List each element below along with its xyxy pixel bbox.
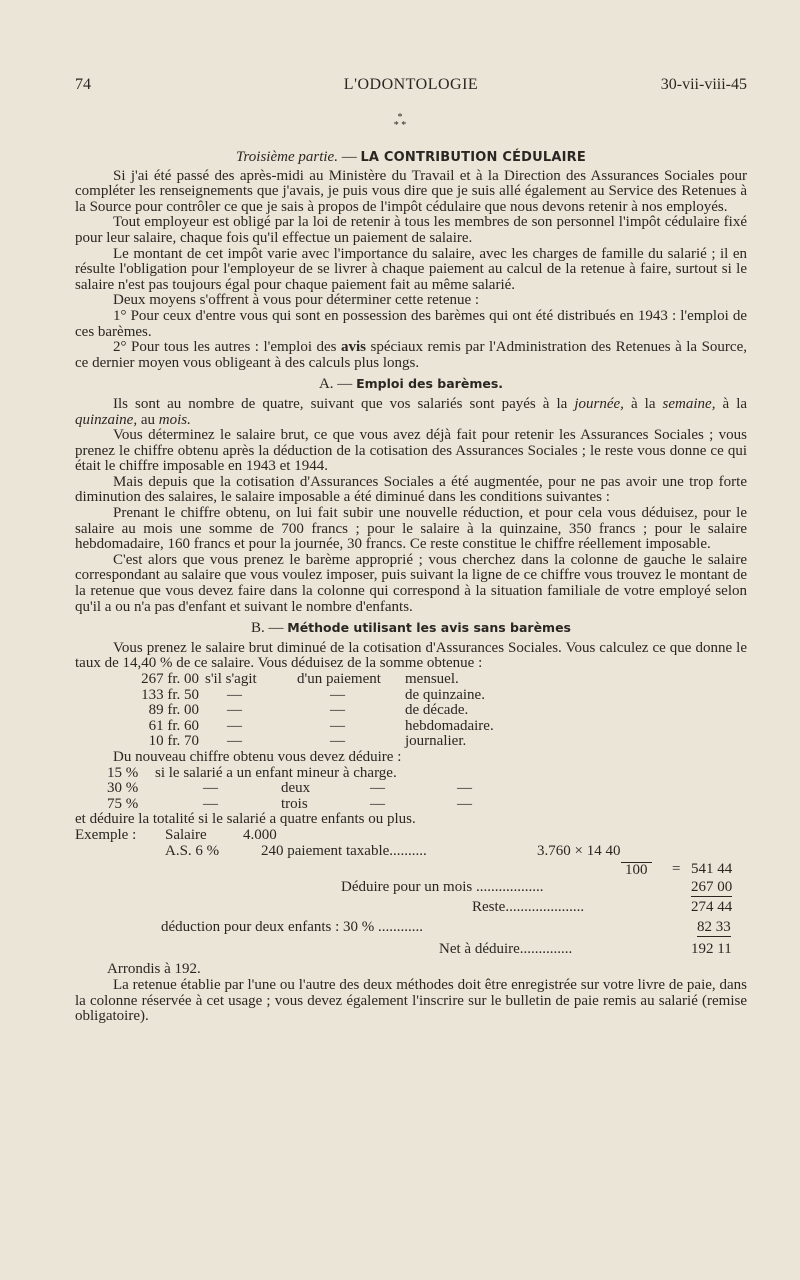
section-a-paragraph-3: Mais depuis que la cotisation d'Assurances Sociales a été augmentée, pour ne pas avoir une trop forte diminution des salaires, le salaire imposable a été diminué dans les conditions suivantes : xyxy=(75,473,747,506)
example-calculation xyxy=(75,828,747,978)
deduction-col4: de décade. xyxy=(405,702,469,719)
deduction-amount: 89 fr. 00 xyxy=(148,702,199,719)
section-a-paragraph-5: C'est alors que vous prenez le barème approprié ; vous cherchez dans la colonne de gauche le salaire correspondant au salaire que vous voulez imposer, puis suivant la ligne de ce chiffre vous trouvez le montant de la retenue que vous devez faire dans la colonne qui correspond à la situation familiale de votre employé selon qu'il a ou n'a pas d'enfant et suivant le nombre d'enfants. xyxy=(75,551,747,615)
paragraph-6 xyxy=(75,340,747,371)
children-c4: — xyxy=(457,795,472,812)
deduction-col4: journalier. xyxy=(405,733,467,750)
section-a-label: A. — xyxy=(318,376,353,393)
section-a-paragraph-1 xyxy=(75,397,747,428)
ornament-top-star: * xyxy=(397,112,403,123)
children-pct: 15 % xyxy=(107,764,139,781)
section-b-paragraph-2: Du nouveau chiffre obtenu vous devez déduire : xyxy=(113,748,402,765)
running-header xyxy=(75,76,747,98)
result-value: 541 44 xyxy=(691,860,733,877)
example-arrondis-row xyxy=(75,962,747,978)
deduction-row xyxy=(75,734,747,750)
sa-p1-b: journée, xyxy=(574,395,624,412)
deduction-row xyxy=(75,703,747,719)
children-c3: — xyxy=(370,795,385,812)
section-a-paragraph-4: Prenant le chiffre obtenu, on lui fait subir une nouvelle réduction, et pour cela vous déduisez, pour le salaire au mois une somme de 700 francs ; pour le salaire à la quinzaine, 350 francs ; pour le salaire hebdomadaire, 160 francs et pour la journée, 30 francs. Ce reste constitue le chiffre réellement imposable. xyxy=(75,505,747,553)
example-label: Exemple : xyxy=(75,826,137,843)
section-b-paragraph-1: Vous prenez le salaire brut diminué de la cotisation d'Assurances Sociales. Vous calculez ce que donne le taux de 14,40 % de ce salaire. Vous déduisez de la somme obtenue : xyxy=(75,639,747,672)
deduction-col4: mensuel. xyxy=(405,671,459,687)
deduire-label: Déduire pour un mois .................. xyxy=(341,878,544,895)
as-value: 240 paiement taxable.......... xyxy=(261,842,427,859)
taxable-formula: 3.760 × 14 40 xyxy=(537,842,621,859)
children-c2: trois xyxy=(281,795,308,812)
issue-date: 30-vii-viii-45 xyxy=(660,76,747,93)
article-body xyxy=(75,148,747,1025)
deduction-amount: 133 fr. 50 xyxy=(141,686,199,703)
children-c4: — xyxy=(457,780,472,797)
example-enfants-row xyxy=(75,920,747,942)
paragraph-1: Si j'ai été passé des après-midi au Ministère du Travail et à la Direction des Assurances Sociales pour compléter les renseignements que j'avais, je puis vous dire que je suis allé également au Service des Retenues à la Source pour contrôler ce que je sais à propos de l'impôt cédulaire que nous devons retenir à nos employés. xyxy=(75,167,747,215)
deduction-col2: — xyxy=(227,702,242,719)
children-c3: — xyxy=(370,780,385,797)
children-row xyxy=(75,781,747,797)
deduction-row xyxy=(75,672,747,688)
example-net-row xyxy=(75,942,747,962)
as-label: A.S. 6 % xyxy=(165,842,220,859)
deduction-col3: — xyxy=(330,733,345,750)
net-label: Net à déduire.............. xyxy=(439,940,573,957)
section-a-paragraph-2: Vous déterminez le salaire brut, ce que vous avez déjà fait pour retenir les Assurances Sociales ; vous prenez le chiffre obtenu après la déduction de la cotisation des Assurances Sociales ; le reste vous donne ce qui était le chiffre imposable en 1943 et 1944. xyxy=(75,427,747,475)
enfants-value: 82 33 xyxy=(697,918,731,935)
journal-title: L'ODONTOLOGIE xyxy=(343,76,479,93)
paragraph-6-bold: avis xyxy=(340,339,366,356)
section-b-paragraph-3: et déduire la totalité si le salarié a quatre enfants ou plus. xyxy=(75,811,416,828)
sa-p1-h: mois. xyxy=(158,411,191,428)
section-a-title: Emploi des barèmes. xyxy=(356,376,504,392)
deduction-col4: hebdomadaire. xyxy=(405,717,494,734)
reste-label: Reste..................... xyxy=(472,898,585,915)
paragraph-2: Tout employeur est obligé par la loi de retenir à tous les membres de son personnel l'impôt cédulaire fixé pour leur salaire, chaque fois qu'il effectue un paiement de salaire. xyxy=(75,214,747,246)
deduction-col2: s'il s'agit xyxy=(205,671,257,687)
section-b-heading xyxy=(75,620,747,637)
sa-p1-g: au xyxy=(137,411,159,428)
deduction-amount: 61 fr. 60 xyxy=(148,717,199,734)
sa-p1-d: semaine, xyxy=(662,395,716,412)
deduction-col3: — xyxy=(330,686,345,703)
part-title: LA CONTRIBUTION CÉDULAIRE xyxy=(360,150,586,165)
paragraph-3: Le montant de cet impôt varie avec l'importance du salaire, avec les charges de famille du salarié ; il en résulte l'obligation pour l'employeur de se livrer à chaque paiement au calcul de la retenue à faire, surtout si le salaire n'est pas toujours égal pour chaque paiement fait au même salarié. xyxy=(75,245,747,293)
ornament xyxy=(0,114,800,130)
net-value: 192 11 xyxy=(691,940,732,957)
paragraph-5: 1° Pour ceux d'entre vous qui sont en possession des barèmes qui ont été distribués en 1943 : l'emploi de ces barèmes. xyxy=(75,307,747,340)
children-pct: 30 % xyxy=(107,780,139,797)
deduction-col2: — xyxy=(227,686,242,703)
part-label: Troisième partie. xyxy=(236,149,338,165)
arrondis-text: Arrondis à 192. xyxy=(107,960,201,977)
deduction-amount: 267 fr. 00 xyxy=(141,671,199,687)
enfants-label: déduction pour deux enfants : 30 % ............ xyxy=(161,918,424,935)
deduction-row xyxy=(75,688,747,704)
equals-sign: = xyxy=(672,860,681,877)
example-deduire-row xyxy=(75,880,747,900)
salary-value: 4.000 xyxy=(243,826,277,843)
sa-p1-f: quinzaine, xyxy=(75,411,138,428)
page-number: 74 xyxy=(75,76,91,93)
section-b-title: Méthode utilisant les avis sans barèmes xyxy=(287,620,571,636)
salary-label: Salaire xyxy=(165,826,207,843)
example-result-row xyxy=(75,860,747,880)
divisor: 100 xyxy=(621,862,652,879)
example-reste-row xyxy=(75,900,747,920)
children-c2: deux xyxy=(281,780,311,797)
children-table xyxy=(75,766,747,813)
section-b-paragraph-4: La retenue établie par l'une ou l'autre des deux méthodes doit être enregistrée sur votre livre de paie, dans la colonne réservée à cet usage ; vous devez également l'inscrire sur le bulletin de paie remis au salarié (remise obligatoire). xyxy=(75,976,747,1025)
children-text: si le salarié a un enfant mineur à charge. xyxy=(155,764,397,781)
ornament-bottom-stars: * * xyxy=(393,120,407,131)
sa-p1-e: à la xyxy=(715,395,748,412)
children-row xyxy=(75,766,747,782)
section-b-label: B. — xyxy=(251,620,284,637)
children-c1: — xyxy=(203,795,218,812)
deduction-col3: — xyxy=(330,717,345,734)
part-dash: — xyxy=(341,149,357,165)
paragraph-4: Deux moyens s'offrent à vous pour déterminer cette retenue : xyxy=(113,292,480,309)
deduire-value: 267 00 xyxy=(691,878,733,895)
sa-p1-c: à la xyxy=(623,395,663,412)
example-salary-row xyxy=(75,828,747,844)
deduction-amount: 10 fr. 70 xyxy=(148,733,199,750)
paragraph-6-end: spéciaux remis par l'Administration des Retenues à la Source, ce dernier moyen vous obligeant à des calculs plus longs. xyxy=(75,339,747,371)
deduction-col3: d'un paiement xyxy=(297,671,381,687)
deduction-row xyxy=(75,719,747,735)
deduction-col2: — xyxy=(227,717,242,734)
deduction-table xyxy=(75,672,747,750)
deduction-col3: — xyxy=(330,702,345,719)
deduction-col2: — xyxy=(227,733,242,750)
children-pct: 75 % xyxy=(107,795,139,812)
part-heading xyxy=(75,150,747,166)
children-c1: — xyxy=(203,780,218,797)
reste-value: 274 44 xyxy=(691,898,733,915)
paragraph-6-start: 2° Pour tous les autres : l'emploi des xyxy=(113,339,341,356)
deduction-col4: de quinzaine. xyxy=(405,686,485,703)
example-as-row xyxy=(75,844,747,860)
section-a-heading xyxy=(75,376,747,393)
children-row xyxy=(75,797,747,813)
sa-p1-a: Ils sont au nombre de quatre, suivant que vos salariés sont payés à la xyxy=(113,395,575,412)
